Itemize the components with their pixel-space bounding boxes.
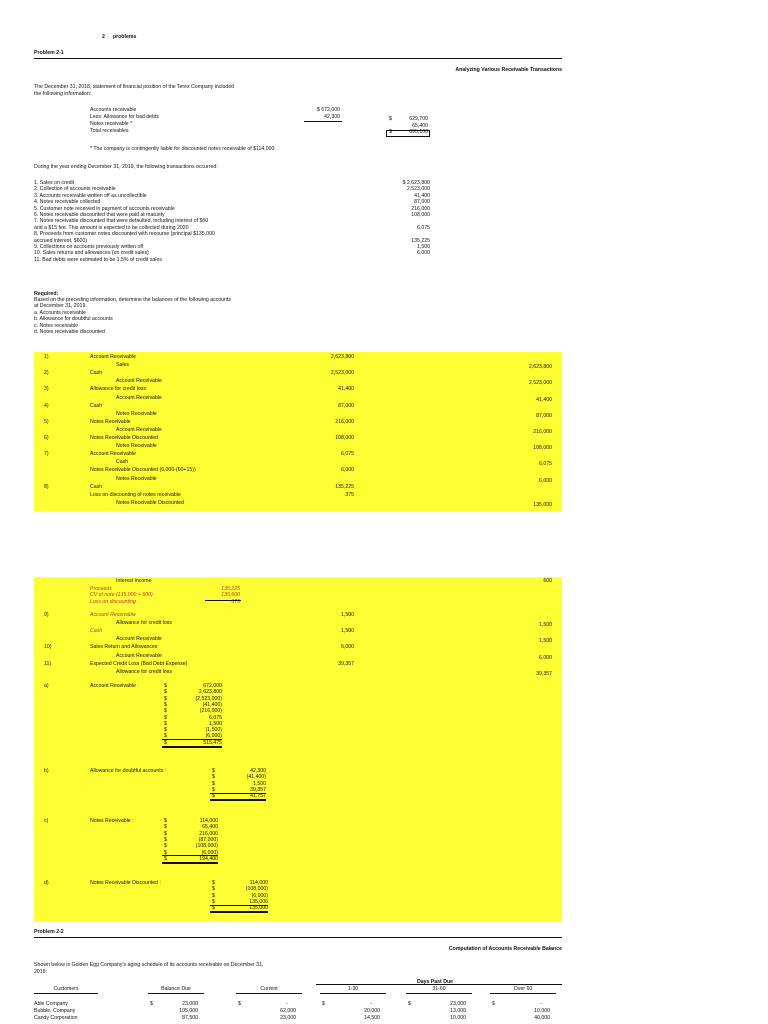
fp-dollar-sign: $ [389,116,392,122]
entry-credit: 6,000 [539,654,552,661]
entry-number: 5) [44,418,49,425]
answer-value: (6,000) [205,733,222,740]
entry-account: Cash [90,370,103,377]
answer-value: 65,400 [202,824,218,831]
transaction-text: and a $15 fee. This amount is expected to be collected during 2020 [34,224,189,231]
answer-letter: a) [44,683,49,689]
fp-accounts-receivable-value: $ 672,000 [316,107,340,113]
dollar-sign: $ [164,843,167,850]
header-underline [320,993,386,994]
days-past-due-rule [316,984,562,985]
required-line: at December 31, 2019. [34,303,87,310]
fp-accounts-receivable-label: Accounts receivable [90,107,137,113]
entry-account: Account Receivable [90,612,136,618]
entry-credit: 108,000 [533,445,552,452]
entry-credit: 1,500 [539,622,552,629]
intro-line-2: the following information: [34,91,92,97]
calc-value: 135,225 [221,586,240,592]
answer-value: 42,300 [250,768,266,774]
answer-value: 135,000 [249,905,268,912]
dollar-sign: $ [164,695,167,702]
fp-notes-receivable-value: 65,400 [412,123,428,129]
problem-2-2-title: Computation of Accounts Receivable Balance [448,946,562,952]
cell-value: 10,000 [534,1008,550,1014]
entry-account: Allowance for credit loss [116,620,172,627]
intro-line-1: The December 31, 2018, statement of financial position of the Terex Company included [34,84,235,90]
fp-underline [304,121,342,122]
transaction-text: 9. Collections on accounts previously written off [34,244,144,250]
transaction-text: 5. Customer note received in payment of accounts receivable [34,205,175,212]
entry-account: Account Receivable [116,394,162,401]
answer-value: (41,400) [202,701,222,708]
answer-value: 216,000 [199,830,218,837]
contingent-footnote: * The company is contingently liable for discounted notes receivable of $114,000. [90,146,276,152]
entry-debit: 375 [345,491,354,498]
transaction-text: 4. Notes receivable collected [34,199,101,206]
answer-value: (87,000) [198,836,218,843]
entry-number: 1) [44,354,49,360]
entry-number: 2) [44,370,49,377]
column-header: Over 60 [513,986,533,992]
cell-value: 20,000 [364,1008,380,1014]
entry-account: Notes Receivable Discounted (6,000-(60+15)) [90,467,196,474]
entry-number: 11) [44,660,52,667]
problem-2-1-title: Analyzing Various Receivable Transactions [455,67,562,73]
entry-account: Notes Receivable [116,410,157,417]
transactions-intro: During the year ending December 31, 2019, the following transactions occurred: [34,164,218,170]
answer-value: 135,000 [249,898,268,905]
transaction-amount: 216,000 [411,205,430,212]
cell-value: 23,000 [280,1015,296,1021]
entry-debit: 6,000 [341,467,354,474]
transaction-text: 7. Notes receivable discounted that were defaulted, including interest of $60 [34,218,209,225]
transaction-text: 3. Accounts receivable written off as uncollectible [34,192,147,199]
entry-account: Cash [116,459,129,466]
fp-total-label: Total receivables [90,128,129,134]
cell-value: 23,000 [450,1001,466,1007]
answer-value: 1,500 [253,780,266,787]
fp-net-value: 629,700 [409,116,428,122]
dollar-sign: $ [164,689,167,696]
entry-account: Notes Receivable Discounted [116,499,185,506]
answer-label: Notes Receivable : [90,818,134,824]
entry-account: Notes Receivable [116,443,157,450]
answer-value: (2,523,000) [195,695,222,702]
entry-account: Account Receivable [90,354,136,360]
entry-debit: 135,225 [335,483,354,490]
dollar-sign: $ [164,836,167,843]
entry-number: 7) [44,451,49,458]
entry-account: Account Receivable [116,378,162,385]
calc-value: 135,600 [221,592,240,599]
cell-value: - [370,1001,372,1007]
header-underline [490,993,556,994]
dollar-sign: $ [164,714,167,721]
answer-label: Allowance for doubtful accounts : [90,768,167,774]
answer-value: (6,000) [201,849,218,856]
entry-account: Notes Receivable Discounted [90,435,159,441]
answer-value: (1,500) [205,727,222,734]
cell-value: 40,000 [534,1015,550,1021]
calc-label: Proceeds [90,586,112,592]
header-underline [34,993,98,994]
transaction-text: 8. Proceeds from customer notes discounted with recourse (principal $135,000 [34,231,215,238]
problem-2-1-label: Problem 2-1 [34,50,64,56]
entry-debit: 1,500 [341,628,354,635]
total-double-rule [210,799,266,801]
entry-credit: 41,400 [536,396,552,403]
fp-total-value: 695,100 [409,129,428,135]
dollar-sign: $ [212,793,215,800]
total-top-rule [162,739,222,740]
entry-account: Account Receivable [116,636,162,643]
transaction-text: 10. Sales returns and allowances (on credit sales) [34,250,149,257]
fp-notes-receivable-label: Notes receivable * [90,121,133,127]
entry-credit: 2,523,000 [528,380,552,387]
dollar-sign: $ [164,849,167,856]
dollar-sign: $ [164,733,167,740]
entry-debit: 1,500 [341,612,354,618]
cell-value: 62,000 [280,1008,296,1014]
transaction-amount: $ 2,623,800 [402,180,430,186]
column-header: 31-60 [432,986,446,992]
entry-number: 4) [44,402,49,409]
customer-name: Bubble, Company [34,1008,76,1014]
answer-value: 41,757 [250,793,266,800]
entry-debit: 6,075 [341,451,354,458]
transaction-amount: 6,000 [417,250,430,257]
answer-value: (41,400) [246,774,266,781]
answer-value: (6,000) [251,892,268,899]
customer-name: Candy Corporation [34,1015,78,1021]
required-heading: Required: [34,291,59,297]
required-line: c. Notes receivable [34,322,79,329]
answer-value: (216,000) [199,708,222,715]
entry-debit: 2,623,800 [330,354,354,360]
entry-number: 8) [44,483,49,490]
header-underline [406,993,472,994]
problem-2-2-divider [34,937,562,938]
required-line: d. Notes receivable discounted [34,329,105,335]
chapter-word: problems [113,34,137,40]
dollar-sign: $ [212,774,215,781]
entry-account: Notes Receivable [90,418,131,425]
dollar-sign: $ [212,898,215,905]
entry-number: 10) [44,644,52,651]
transaction-amount: 6,075 [417,224,430,231]
cell-value: 14,500 [364,1015,380,1021]
entry-account: Account Receivable [116,426,162,433]
dollar-sign: $ [212,768,215,774]
dollar-sign: $ [212,880,215,886]
answer-letter: d) [44,880,49,886]
entry-credit: 87,000 [536,412,552,419]
dollar-sign: $ [212,780,215,787]
entry-credit: 39,357 [536,670,552,677]
total-double-rule [162,862,218,864]
entry-account: Expected Credit Loss (Bad Debt Expense) [90,660,188,667]
entry-debit: 216,000 [335,418,354,425]
entry-credit: 6,075 [539,461,552,468]
entry-debit: 41,400 [338,386,354,393]
transaction-text: 2. Collection of accounts receivable [34,186,116,193]
interest-income-value: 600 [543,578,552,584]
entry-credit: 216,000 [533,428,552,435]
transaction-amount: 108,000 [411,212,430,218]
answer-letter: c) [44,818,49,824]
cell-value: - [286,1001,288,1007]
dollar-sign: $ [408,1001,411,1007]
total-double-rule [162,746,222,748]
calc-label: CV of note (135,000 + 600) [90,592,153,599]
calc-underline [205,600,241,601]
entry-account: Cash [90,402,103,409]
journal-highlight-1 [34,352,562,511]
answer-value: 114,000 [249,880,268,886]
dollar-sign: $ [164,855,167,862]
entry-number: 6) [44,435,49,441]
chapter-number: 2 [102,34,105,40]
header-underline [236,993,302,994]
answer-value: 1,500 [209,720,222,727]
calc-label: Loss on discounting [90,598,136,605]
answer-value: 2,623,800 [198,689,222,696]
column-header: Customers [53,986,79,992]
entry-account: Account Receivable [116,652,162,659]
transaction-amount: 135,225 [411,237,430,244]
answer-value: (108,000) [195,843,218,850]
dollar-sign: $ [164,708,167,715]
cell-value: 10,000 [450,1015,466,1021]
customer-name: Able Company [34,1001,69,1007]
transaction-amount: 41,400 [414,192,430,199]
cell-value: 23,000 [182,1001,198,1007]
answer-value: 672,000 [203,683,222,689]
entry-account: Cash [90,483,103,490]
entry-credit: 2,623,800 [528,364,552,371]
column-header: Balance Due [161,986,191,992]
answer-value: 515,475 [203,739,222,746]
entry-number: 3) [44,386,49,393]
fp-allowance-value: 42,300 [324,114,340,120]
dollar-sign: $ [238,1001,241,1007]
required-line: b. Allowance for doubtful accounts [34,316,113,323]
p2-intro-line-2: 2019: [34,969,47,975]
p2-intro-line-1: Shown below is Golden Egg Company's aging schedule of its accounts receivable on December 31, [34,962,264,968]
dollar-sign: $ [322,1001,325,1007]
entry-account: Sales [116,362,129,369]
entry-debit: 39,357 [338,660,354,667]
entry-account: Notes Receivable [116,475,157,482]
journal-highlight-2 [34,577,562,922]
dollar-sign: $ [164,818,167,824]
cell-value: 87,500 [182,1015,198,1021]
entry-credit: 1,500 [539,638,552,645]
entry-account: Account Receivable [90,451,136,458]
header-underline [148,993,204,994]
dollar-sign: $ [212,786,215,793]
days-past-due-header: Days Past Due [416,979,454,985]
cell-value: 13,000 [450,1008,466,1014]
total-double-rule [210,911,268,913]
total-top-rule [162,855,218,856]
answer-value: 39,357 [250,786,266,793]
dollar-sign: $ [164,727,167,734]
dollar-sign: $ [164,830,167,837]
dollar-sign: $ [164,720,167,727]
transaction-amount: 1,500 [417,244,430,250]
entry-debit: 6,000 [341,644,354,651]
column-header: 1-30 [347,986,359,992]
entry-credit: 6,000 [539,477,552,484]
calc-value: 375 [231,598,240,605]
transaction-text: accrued interest, $600) [34,237,88,244]
entry-number: 9) [44,612,49,618]
entry-account: Cash [90,628,103,635]
fp-allowance-label: Less: Allowance for bad debts [90,114,159,120]
entry-account: Loss on discounting of notes receivable [90,491,181,498]
transaction-text: 1. Sales on credit [34,180,75,186]
dollar-sign: $ [164,739,167,746]
entry-account: Allowance for credit loss [116,668,172,675]
answer-label: Account Receivable : [90,683,139,689]
transaction-text: 11. Bad debts were estimated to be 1.5% of credit sales [34,256,162,263]
required-line: a. Accounts receivable [34,309,86,316]
answer-label: Notes Receivable Discounted : [90,880,161,886]
transaction-amount: 2,523,000 [406,186,430,193]
answer-letter: b) [44,768,49,774]
answer-value: 194,400 [199,855,218,862]
transaction-amount: 87,000 [414,199,430,206]
entry-credit: 135,000 [533,501,552,508]
cell-value: 105,000 [179,1008,198,1014]
answer-value: (108,000) [245,886,268,893]
problem-divider [34,58,562,59]
transaction-text: 6. Notes receivable discounted that were paid at maturity [34,212,165,218]
cell-value: - [540,1001,542,1007]
dollar-sign: $ [150,1001,153,1007]
answer-value: 114,000 [199,818,218,824]
entry-debit: 87,000 [338,402,354,409]
dollar-sign: $ [212,905,215,912]
dollar-sign: $ [164,683,167,689]
column-header: Current [260,986,278,992]
dollar-sign: $ [212,886,215,893]
entry-account: Sales Return and Allowances [90,644,158,651]
required-line: Based on the preceding information, determine the balances of the following accounts [34,297,231,303]
interest-income-label: Interest income [116,578,152,584]
problem-2-2-label: Problem 2-2 [34,929,64,935]
total-top-rule [210,793,266,794]
entry-debit: 108,000 [335,435,354,441]
fp-total-dollar: $ [389,129,392,135]
entry-account: Allowance for credit loss [90,386,146,393]
total-top-rule [210,905,268,906]
entry-debit: 2,523,000 [330,370,354,377]
dollar-sign: $ [164,701,167,708]
dollar-sign: $ [212,892,215,899]
dollar-sign: $ [492,1001,495,1007]
answer-value: 6,075 [209,714,222,721]
dollar-sign: $ [164,824,167,831]
